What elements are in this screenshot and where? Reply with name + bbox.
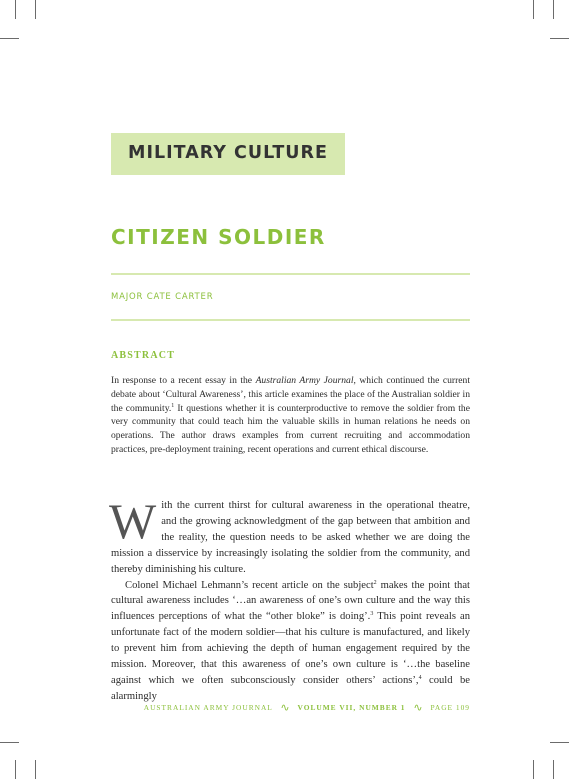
abstract-heading: ABSTRACT xyxy=(111,350,176,361)
paragraph: With the current thirst for cultural awareness in the operational theatre, and the growing acknowledgment of the gap between that ambition and the reality, the question needs to be asked whether we are doing the mission a disservice by increasingly isolating the soldier from the community, and thereby diminishing his culture. xyxy=(109,493,470,575)
crop-mark xyxy=(15,0,16,19)
footnote-ref[interactable]: 4 xyxy=(418,674,422,681)
footer-journal: AUSTRALIAN ARMY JOURNAL xyxy=(143,703,273,712)
divider xyxy=(111,319,470,321)
crop-mark xyxy=(0,38,19,39)
journal-name: Australian Army Journal xyxy=(255,375,354,386)
crop-mark xyxy=(35,760,36,779)
abstract-text: In response to a recent essay in the Australian Army Journal, which continued the current debate about ‘Cultural Awareness’, this article examines the place of the Australian soldier in the community.$^1$ It questions whether it is counterproductive to remove the soldier from the very community that could teach him the valuable skills in human relations he needs on operations. The author draws examples from current recruiting and accommodation practices, pre-deployment training, recent operations and current ethical discourse. xyxy=(111,375,470,455)
section-title: MILITARY CULTURE xyxy=(128,143,328,163)
crop-mark xyxy=(0,742,19,743)
footnote-ref[interactable]: 1 xyxy=(171,402,175,409)
author-byline: MAJOR CATE CARTER xyxy=(111,292,214,302)
section-banner xyxy=(111,133,345,175)
drop-cap: W xyxy=(109,493,157,549)
article-body xyxy=(109,493,471,705)
footnote-ref[interactable]: 2 xyxy=(373,579,377,586)
crop-mark xyxy=(15,760,16,779)
crop-mark xyxy=(553,760,554,779)
article-title: CITIZEN SOLDIER xyxy=(111,225,326,249)
page-number: PAGE 109 xyxy=(430,703,470,712)
crop-mark xyxy=(533,760,534,779)
wave-separator: ∿ xyxy=(280,702,290,714)
crop-mark xyxy=(553,0,554,19)
crop-mark xyxy=(550,742,569,743)
footnote-ref[interactable]: 3 xyxy=(370,611,374,618)
crop-mark xyxy=(550,38,569,39)
paragraph: Colonel Michael Lehmann’s recent article on the subject$^2$ makes the point that cultural awareness includes ‘…an awareness of one’s own culture and the way this influences perceptions of what the “other bloke” is doing’.$^3$ This point reveals an unfortunate fact of the modern soldier—that his culture is manufactured, and likely to prevent him from achieving the depth of human engagement required by the mission. Moreover, that this awareness of one’s own culture is ‘…the baseline against which we often subconsciously consider others’ actions’,$^4$ could be alarmingly xyxy=(111,579,471,702)
crop-mark xyxy=(35,0,36,19)
divider xyxy=(111,273,470,275)
crop-mark xyxy=(533,0,534,19)
wave-separator: ∿ xyxy=(413,702,423,714)
page-footer xyxy=(144,701,470,714)
footer-volume: VOLUME VII, NUMBER 1 xyxy=(297,703,406,712)
